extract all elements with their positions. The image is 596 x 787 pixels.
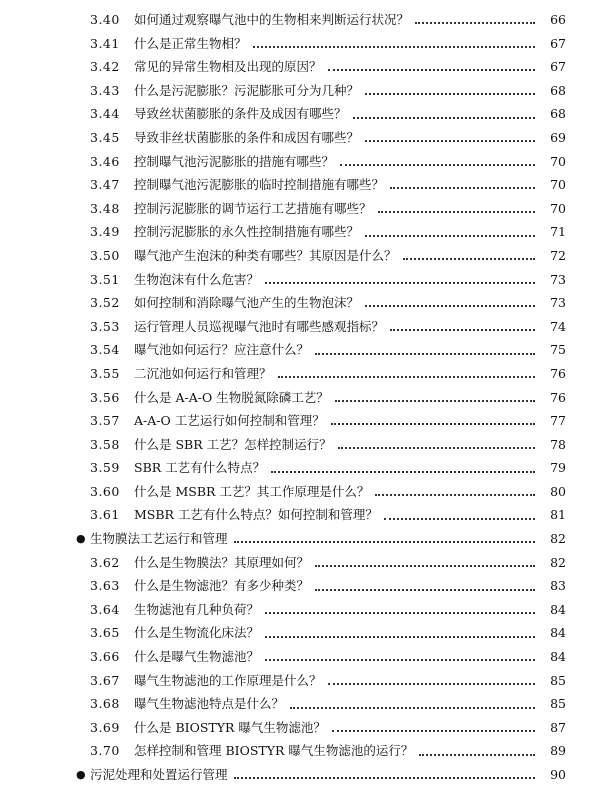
- dot-leader: [328, 682, 535, 685]
- toc-page-number: 82: [550, 531, 566, 547]
- toc-entry-title: 运行管理人员巡视曝气池时有哪些感观指标？: [134, 318, 385, 334]
- toc-entry-number: 3.46: [90, 153, 120, 169]
- toc-entry-row[interactable]: [0, 244, 596, 268]
- toc-entry-row[interactable]: [0, 480, 596, 504]
- toc-title-line: [134, 645, 539, 669]
- dot-leader: [415, 21, 535, 24]
- toc-entry-row[interactable]: [0, 362, 596, 386]
- toc-entry-title: 什么是生物膜法？其原理如何？: [134, 554, 310, 570]
- toc-page-number: 90: [550, 767, 566, 782]
- toc-entry-title: 生物泡沫有什么危害？: [134, 271, 260, 287]
- toc-page-number: 76: [550, 365, 566, 381]
- dot-leader: [390, 186, 535, 189]
- toc-title-line: [134, 503, 539, 527]
- toc-entry-number: 3.66: [90, 649, 120, 665]
- toc-entry-number: 3.64: [90, 601, 120, 617]
- toc-page-number: 89: [550, 743, 566, 759]
- toc-title-line: [134, 456, 539, 480]
- toc-entry-title: 什么是生物流化床法？: [134, 625, 260, 641]
- toc-entry-number: 3.62: [90, 554, 120, 570]
- toc-title-line: [134, 150, 539, 174]
- toc-title-line: [134, 79, 539, 103]
- dot-leader: [365, 234, 535, 237]
- dot-leader: [234, 540, 535, 543]
- dot-leader: [234, 776, 535, 779]
- dot-leader: [315, 588, 535, 591]
- toc-title-line: [134, 102, 539, 126]
- toc-title-line: [134, 692, 539, 716]
- table-of-contents: [0, 8, 596, 787]
- toc-entry-number: 3.54: [90, 342, 120, 358]
- toc-page-number: 68: [550, 106, 566, 122]
- dot-leader: [353, 116, 535, 119]
- toc-title-line: [134, 8, 539, 32]
- toc-entry-number: 3.67: [90, 672, 120, 688]
- toc-entry-number: 3.60: [90, 483, 120, 499]
- dot-leader: [290, 706, 535, 709]
- toc-entry-title: 什么是曝气生物滤池？: [134, 649, 260, 665]
- toc-page-number: 68: [550, 82, 566, 98]
- dot-leader: [265, 611, 535, 614]
- toc-entry-number: 3.61: [90, 507, 120, 523]
- toc-page-number: 74: [550, 318, 566, 334]
- toc-title-line: [134, 574, 539, 598]
- toc-title-line: [90, 763, 539, 787]
- toc-entry-title: 曝气池如何运行？应注意什么？: [134, 342, 310, 358]
- toc-entry-title: 什么是 A-A-O 生物脱氮除磷工艺？: [134, 389, 329, 405]
- toc-title-line: [134, 386, 539, 410]
- toc-entry-row[interactable]: [0, 598, 596, 622]
- toc-entry-row[interactable]: [0, 79, 596, 103]
- toc-page-number: 73: [550, 295, 566, 311]
- toc-entry-title: 什么是 MSBR 工艺？其工作原理是什么？: [134, 483, 370, 499]
- toc-entry-row[interactable]: [0, 315, 596, 339]
- toc-entry-row[interactable]: [0, 55, 596, 79]
- dot-leader: [340, 163, 535, 166]
- toc-title-line: [134, 315, 539, 339]
- toc-entry-row[interactable]: [0, 291, 596, 315]
- toc-entry-number: 3.43: [90, 82, 120, 98]
- toc-title-line: [134, 409, 539, 433]
- toc-entry-row[interactable]: [0, 268, 596, 292]
- toc-entry-number: 3.55: [90, 365, 120, 381]
- toc-entry-row[interactable]: [0, 669, 596, 693]
- toc-entry-number: 3.51: [90, 271, 120, 287]
- toc-entry-row[interactable]: [0, 409, 596, 433]
- toc-entry-title: 控制曝气池污泥膨胀的临时控制措施有哪些？: [134, 177, 385, 193]
- toc-title-line: [134, 244, 539, 268]
- toc-title-line: [134, 598, 539, 622]
- toc-entry-number: 3.45: [90, 129, 120, 145]
- dot-leader: [365, 304, 535, 307]
- toc-section-row[interactable]: [0, 527, 596, 551]
- toc-title-line: [134, 362, 539, 386]
- dot-leader: [419, 753, 535, 756]
- toc-page-number: 83: [550, 578, 566, 594]
- dot-leader: [384, 517, 535, 520]
- toc-title-line: [134, 220, 539, 244]
- toc-entry-number: 3.40: [90, 12, 120, 27]
- toc-title-line: [134, 197, 539, 221]
- toc-page-number: 82: [550, 554, 566, 570]
- toc-page-number: 76: [550, 389, 566, 405]
- toc-page-number: 84: [550, 601, 566, 617]
- toc-entry-title: 什么是 SBR 工艺？怎样控制运行？: [134, 436, 332, 452]
- dot-leader: [365, 139, 535, 142]
- toc-page-number: 84: [550, 625, 566, 641]
- toc-entry-title: 什么是 BIOSTYR 曝气生物滤池？: [134, 719, 326, 735]
- toc-page-number: 72: [550, 247, 566, 263]
- toc-entry-title: 曝气生物滤池特点是什么？: [134, 696, 285, 712]
- toc-entry-number: 3.53: [90, 318, 120, 334]
- toc-entry-row[interactable]: [0, 126, 596, 150]
- toc-entry-title: 控制曝气池污泥膨胀的措施有哪些？: [134, 153, 335, 169]
- dot-leader: [375, 493, 535, 496]
- toc-page-number: 70: [550, 153, 566, 169]
- toc-entry-title: MSBR 工艺有什么特点？如何控制和管理？: [134, 507, 378, 523]
- toc-title-line: [134, 480, 539, 504]
- toc-entry-number: 3.41: [90, 35, 120, 51]
- toc-title-line: [134, 173, 539, 197]
- toc-entry-row[interactable]: [0, 551, 596, 575]
- dot-leader: [265, 658, 535, 661]
- toc-entry-title: 怎样控制和管理 BIOSTYR 曝气生物滤池的运行？: [134, 743, 414, 759]
- dot-leader: [332, 729, 535, 732]
- toc-entry-row[interactable]: [0, 173, 596, 197]
- toc-title-line: [134, 739, 539, 763]
- toc-title-line: [134, 291, 539, 315]
- toc-entry-row[interactable]: [0, 503, 596, 527]
- dot-leader: [278, 375, 535, 378]
- toc-page-number: 70: [550, 177, 566, 193]
- toc-entry-number: 3.69: [90, 719, 120, 735]
- toc-entry-row[interactable]: [0, 716, 596, 740]
- toc-entry-title: 什么是污泥膨胀？污泥膨胀可分为几种？: [134, 82, 360, 98]
- toc-title-line: [134, 32, 539, 56]
- toc-entry-row[interactable]: [0, 8, 596, 32]
- toc-entry-number: 3.47: [90, 177, 120, 193]
- toc-entry-title: 控制污泥膨胀的调节运行工艺措施有哪些？: [134, 200, 372, 216]
- toc-entry-number: 3.70: [90, 743, 120, 759]
- toc-page-number: 87: [550, 719, 566, 735]
- toc-page-number: 69: [550, 129, 566, 145]
- toc-entry-title: 生物滤池有几种负荷？: [134, 601, 260, 617]
- toc-entry-number: 3.63: [90, 578, 120, 594]
- toc-entry-row[interactable]: [0, 574, 596, 598]
- toc-page-number: 71: [550, 224, 566, 240]
- toc-entry-title: 什么是生物滤池？有多少种类？: [134, 578, 310, 594]
- toc-entry-row[interactable]: [0, 102, 596, 126]
- dot-leader: [265, 281, 535, 284]
- toc-entry-title: 如何控制和消除曝气池产生的生物泡沫？: [134, 295, 360, 311]
- toc-entry-row[interactable]: [0, 197, 596, 221]
- toc-entry-number: 3.42: [90, 59, 120, 75]
- dot-leader: [265, 635, 535, 638]
- toc-entry-title: 常见的异常生物相及出现的原因？: [134, 59, 322, 75]
- toc-entry-number: 3.50: [90, 247, 120, 263]
- toc-entry-number: 3.52: [90, 295, 120, 311]
- toc-entry-row[interactable]: [0, 338, 596, 362]
- bullet-dot-icon: ●: [76, 532, 86, 546]
- toc-entry-title: 曝气生物滤池的工作原理是什么？: [134, 672, 322, 688]
- dot-leader: [403, 257, 535, 260]
- toc-page-number: 85: [550, 696, 566, 712]
- toc-title-line: [134, 126, 539, 150]
- toc-entry-title: 导致非丝状菌膨胀的条件和成因有哪些？: [134, 129, 360, 145]
- toc-entry-title: SBR 工艺有什么特点？: [134, 460, 266, 476]
- toc-page-number: 79: [550, 460, 566, 476]
- dot-leader: [328, 68, 535, 71]
- toc-entry-row[interactable]: [0, 386, 596, 410]
- toc-entry-number: 3.44: [90, 106, 120, 122]
- toc-page-number: 77: [550, 413, 566, 429]
- toc-entry-title: 控制污泥膨胀的永久性控制措施有哪些？: [134, 224, 360, 240]
- toc-entry-number: 3.65: [90, 625, 120, 641]
- toc-entry-row[interactable]: [0, 150, 596, 174]
- bullet-dot-icon: ●: [76, 768, 86, 781]
- toc-page-number: 67: [550, 59, 566, 75]
- toc-entry-row[interactable]: [0, 456, 596, 480]
- dot-leader: [315, 352, 535, 355]
- toc-entry-row[interactable]: [0, 433, 596, 457]
- dot-leader: [315, 564, 535, 567]
- toc-page-number: 84: [550, 649, 566, 665]
- toc-title-line: [134, 268, 539, 292]
- toc-entry-title: 导致丝状菌膨胀的条件及成因有哪些？: [134, 106, 347, 122]
- toc-page-number: 85: [550, 672, 566, 688]
- toc-entry-title: 二沉池如何运行和管理？: [134, 365, 272, 381]
- toc-entry-title: A-A-O 工艺运行如何控制和管理？: [134, 413, 325, 429]
- dot-leader: [331, 422, 535, 425]
- toc-title-line: [134, 716, 539, 740]
- toc-page-number: 67: [550, 35, 566, 51]
- toc-title-line: [134, 433, 539, 457]
- toc-page-number: 70: [550, 200, 566, 216]
- toc-page-number: 81: [550, 507, 566, 523]
- toc-entry-number: 3.56: [90, 389, 120, 405]
- dot-leader: [338, 446, 535, 449]
- toc-entry-number: 3.58: [90, 436, 120, 452]
- toc-title-line: [90, 527, 539, 551]
- dot-leader: [253, 45, 535, 48]
- toc-page-number: 75: [550, 342, 566, 358]
- toc-entry-row[interactable]: [0, 692, 596, 716]
- toc-entry-title: 如何通过观察曝气池中的生物相来判断运行状况？: [134, 12, 410, 27]
- toc-entry-number: 3.59: [90, 460, 120, 476]
- toc-entry-title: 曝气池产生泡沫的种类有哪些？其原因是什么？: [134, 247, 397, 263]
- dot-leader: [390, 328, 535, 331]
- toc-section-row[interactable]: [0, 763, 596, 787]
- toc-page-number: 73: [550, 271, 566, 287]
- dot-leader: [365, 92, 535, 95]
- toc-title-line: [134, 621, 539, 645]
- toc-entry-number: 3.68: [90, 696, 120, 712]
- dot-leader: [335, 399, 535, 402]
- toc-entry-number: 3.48: [90, 200, 120, 216]
- dot-leader: [378, 210, 535, 213]
- toc-entry-title: 什么是正常生物相？: [134, 35, 247, 51]
- toc-entry-row[interactable]: [0, 621, 596, 645]
- toc-title-line: [134, 669, 539, 693]
- toc-page-number: 66: [550, 12, 566, 27]
- toc-entry-row[interactable]: [0, 32, 596, 56]
- toc-section-title: 生物膜法工艺运行和管理: [90, 531, 228, 547]
- toc-title-line: [134, 55, 539, 79]
- toc-title-line: [134, 338, 539, 362]
- toc-section-title: 污泥处理和处置运行管理: [90, 767, 228, 782]
- toc-entry-row[interactable]: [0, 645, 596, 669]
- toc-title-line: [134, 551, 539, 575]
- toc-entry-row[interactable]: [0, 220, 596, 244]
- toc-entry-number: 3.49: [90, 224, 120, 240]
- toc-entry-row[interactable]: [0, 739, 596, 763]
- dot-leader: [271, 470, 535, 473]
- toc-page-number: 80: [550, 483, 566, 499]
- toc-page-number: 78: [550, 436, 566, 452]
- toc-entry-number: 3.57: [90, 413, 120, 429]
